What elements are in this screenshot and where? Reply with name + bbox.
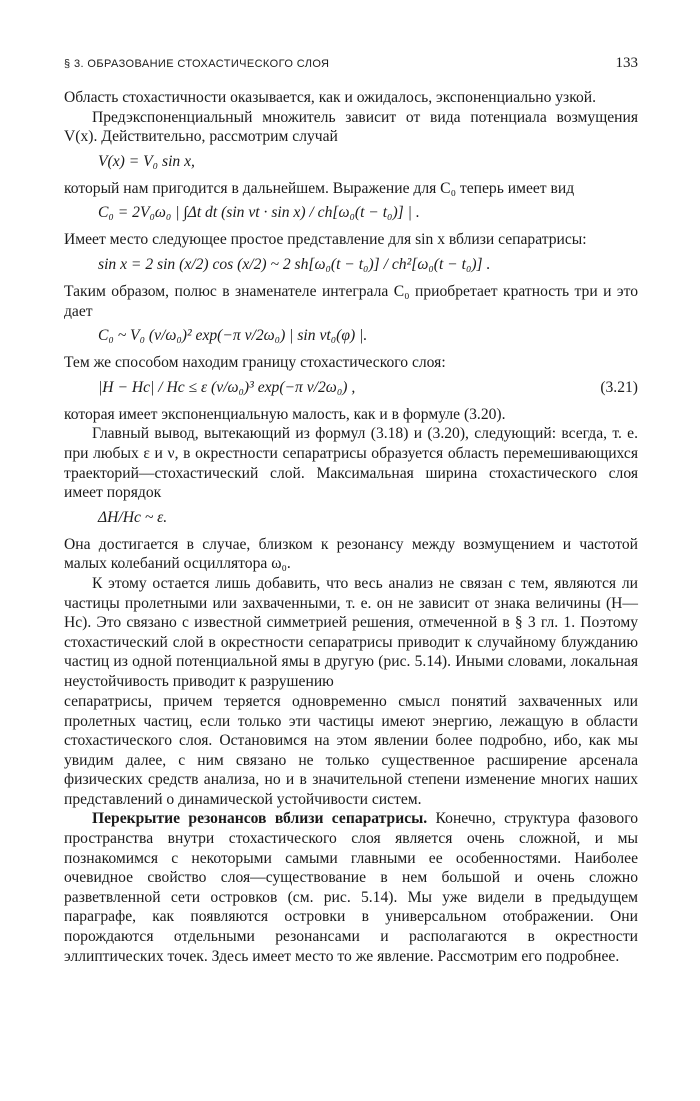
- equation-text: ΔH/Hc ~ ε.: [98, 508, 168, 526]
- paragraph-2: Предэкспоненциальный множитель зависит от вида потенциала возмущения V(x). Действительно, рассмотрим случай: [64, 108, 638, 146]
- running-head: § 3. ОБРАЗОВАНИЕ СТОХАСТИЧЕСКОГО СЛОЯ: [64, 58, 330, 70]
- paragraph-5: Таким образом, полюс в знаменателе интеграла C₀ приобретает кратность три и это дает: [64, 282, 638, 320]
- paragraph-11-text: Конечно, структура фазового пространства внутри стохастического слоя является очень сложной, и мы познакомимся с некоторыми самыми главными ее особенностями. Наиболее очевидное свойство слоя—существование в нем большой и очень сложно разветвленной сети островков (см. рис. 5.14). Мы уже видели в предыдущем параграфе, как появляются островки в универсальном отображении. Они порождаются отдельными резонансами и располагаются в окрестности эллиптических точек. Здесь имеет место то же явление. Рассмотрим его подробнее.: [64, 810, 638, 965]
- page-header: [64, 52, 638, 74]
- paragraph-11: [64, 809, 638, 966]
- paragraph-10-wrapped: К этому остается лишь добавить, что весь анализ не связан с тем, являются ли частицы пролетными или захваченными, т. е. он не зависит от знака величины (H—Hc). Это связано с известной симметрией решения, отмеченной в § 3 гл. 1. Поэтому стохастический слой в окрестности сепаратрисы приводит к случайному блужданию частиц из одной потенциальной ямы в другую (рис. 5.14). Иными словами, локальная неустойчивость приводит к разрушению: [64, 574, 638, 690]
- paragraph-10-continued: сепаратрисы, причем теряется одновременно смысл понятий захваченных или пролетных частиц, если только эти частицы имеют энергию, лежащую в области стохастического слоя. Остановимся на этом явлении более подробно, ибо, как мы увидим далее, с ним связано не только существенное расширение арсенала физических средств анализа, но и в значительной степени изменение многих наших представлений о динамической устойчивости систем.: [64, 692, 638, 808]
- equation-text: sin x = 2 sin (x/2) cos (x/2) ~ 2 sh[ω₀(t − t₀)] / ch²[ω₀(t − t₀)] .: [98, 255, 491, 273]
- equation-layer-boundary: [64, 377, 638, 399]
- equation-text: C₀ ~ V₀ (ν/ω₀)² exp(−π ν/2ω₀) | sin νt₀(φ) |.: [98, 327, 368, 345]
- paragraph-6: Тем же способом находим границу стохастического слоя:: [64, 354, 446, 372]
- equation-text: |H − Hc| / Hc ≤ ε (ν/ω₀)³ exp(−π ν/2ω₀) ,: [98, 378, 356, 396]
- paragraph-1: Область стохастичности оказывается, как и ожидалось, экспоненциально узкой.: [64, 89, 597, 106]
- paragraph-9: Она достигается в случае, близком к резонансу между возмущением и частотой малых колебаний осциллятора ω₀.: [64, 535, 638, 573]
- figure-block: [64, 574, 638, 692]
- paragraph-8: Главный вывод, вытекающий из формул (3.18) и (3.20), следующий: всегда, т. е. при любых ε и ν, в окрестности сепаратрисы образуется область перемешивающихся траекторий—стохастический слой. Максимальная ширина стохастического слоя имеет порядок: [64, 425, 638, 502]
- equation-text: C₀ = 2V₀ω₀ | ∫Δt dt (sin νt · sin x) / ch[ω₀(t − t₀)] | .: [98, 204, 420, 222]
- paragraph-7: которая имеет экспоненциальную малость, как и в формуле (3.20).: [64, 405, 506, 423]
- paragraph-3: который нам пригодится в дальнейшем. Выражение для C₀ теперь имеет вид: [64, 179, 575, 197]
- page-number: 133: [615, 55, 638, 71]
- paragraph-4: Имеет место следующее простое представление для sin x вблизи сепаратрисы:: [64, 231, 587, 249]
- equation-number: (3.21): [600, 378, 638, 396]
- equation-potential: [64, 151, 638, 173]
- equation-c0-estimate: [64, 325, 638, 347]
- equation-text: V(x) = V₀ sin x,: [98, 152, 195, 170]
- equation-c0: [64, 202, 638, 224]
- book-page: [64, 52, 638, 966]
- paragraph-11-heading: Перекрытие резонансов вблизи сепаратрисы.: [92, 810, 428, 828]
- equation-sin-expansion: [64, 254, 638, 276]
- equation-layer-width: [64, 507, 638, 529]
